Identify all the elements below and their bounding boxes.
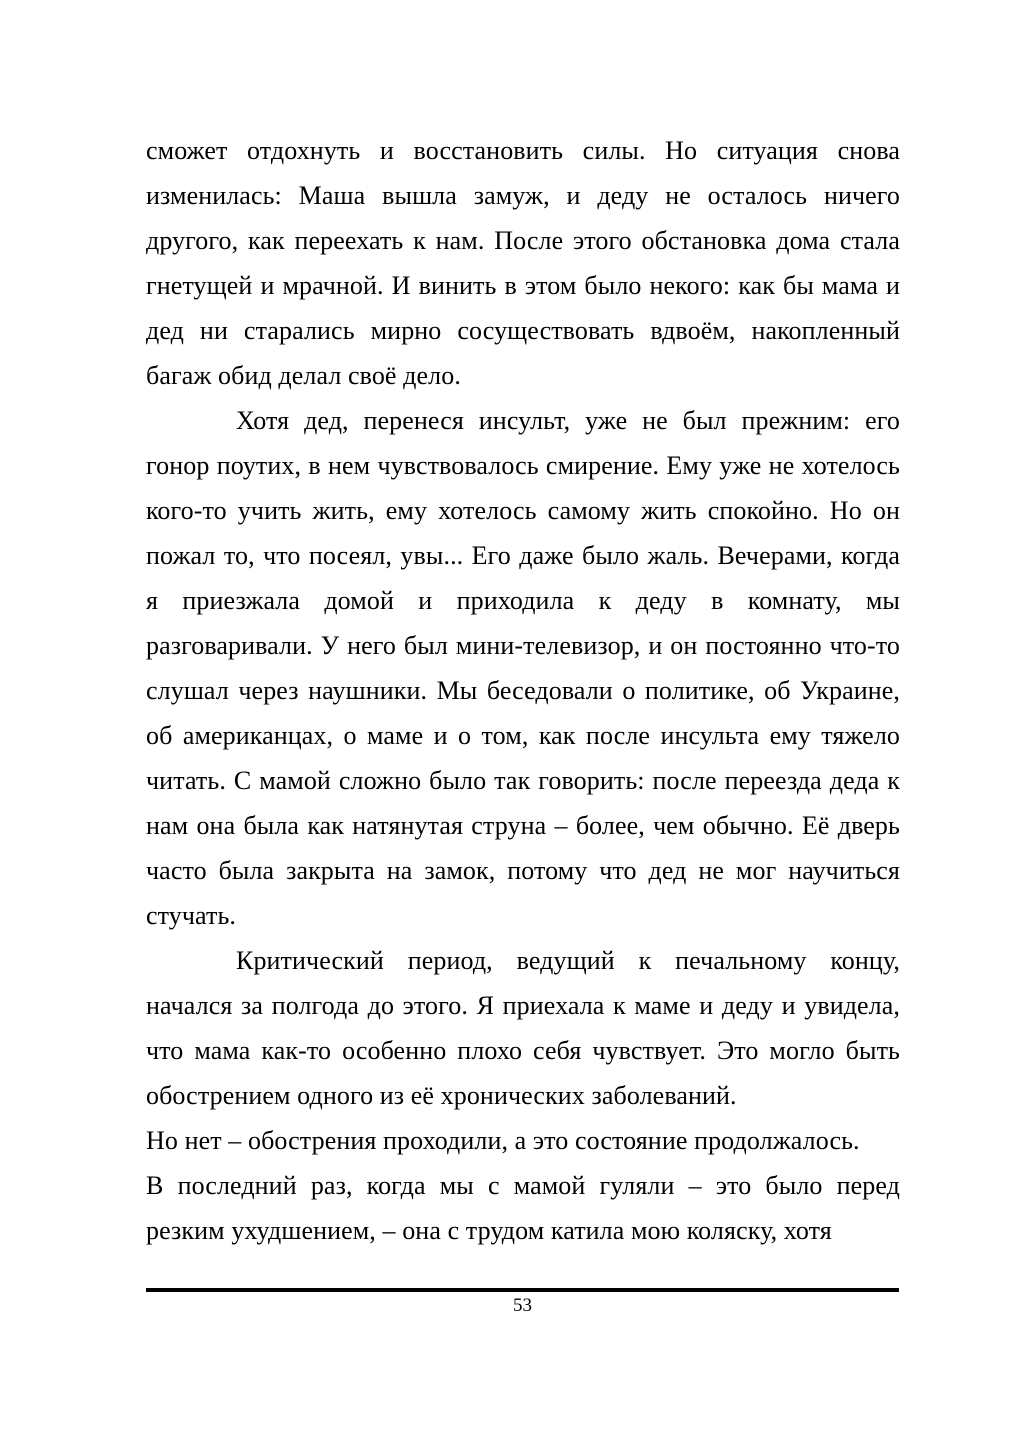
body-paragraph-1: сможет отдохнуть и восстановить силы. Но ситуация снова изменилась: Маша вышла замуж, и деду не осталось ничего другого, как переехать к нам. После этого обстановка дома стала гнетущей и мрачной. И винить в этом было некого: как бы мама и дед ни старались мирно сосуществовать вдвоём, накопленный багаж обид делал своё дело. (146, 136, 900, 390)
page-body-text (146, 128, 900, 1253)
body-paragraph-4: Но нет – обострения проходили, а это состояние продолжалось. (146, 1126, 860, 1155)
footer-divider (146, 1288, 899, 1292)
body-paragraph-5: В последний раз, когда мы с мамой гуляли – это было перед резким ухудшением, – она с трудом катила мою коляску, хотя (146, 1171, 900, 1245)
page-number: 53 (513, 1295, 532, 1316)
body-paragraph-2: Хотя дед, перенеся инсульт, уже не был прежним: его гонор поутих, в нем чувствовалось смирение. Ему уже не хотелось кого-то учить жить, ему хотелось самому жить спокойно. Но он пожал то, что посеял, увы... Его даже было жаль. Вечерами, когда я приезжала домой и приходила к деду в комнату, мы разговаривали. У него был мини-телевизор, и он постоянно что-то слушал через наушники. Мы беседовали о политике, об Украине, об американцах, о маме и о том, как после инсульта ему тяжело читать. С мамой сложно было так говорить: после переезда деда к нам она была как натянутая струна – более, чем обычно. Её дверь часто была закрыта на замок, потому что дед не мог научиться стучать. (146, 406, 900, 930)
body-paragraph-3: Критический период, ведущий к печальному концу, начался за полгода до этого. Я приехала к маме и деду и увидела, что мама как-то особенно плохо себя чувствует. Это могло быть обострением одного из её хронических заболеваний. (146, 946, 900, 1110)
